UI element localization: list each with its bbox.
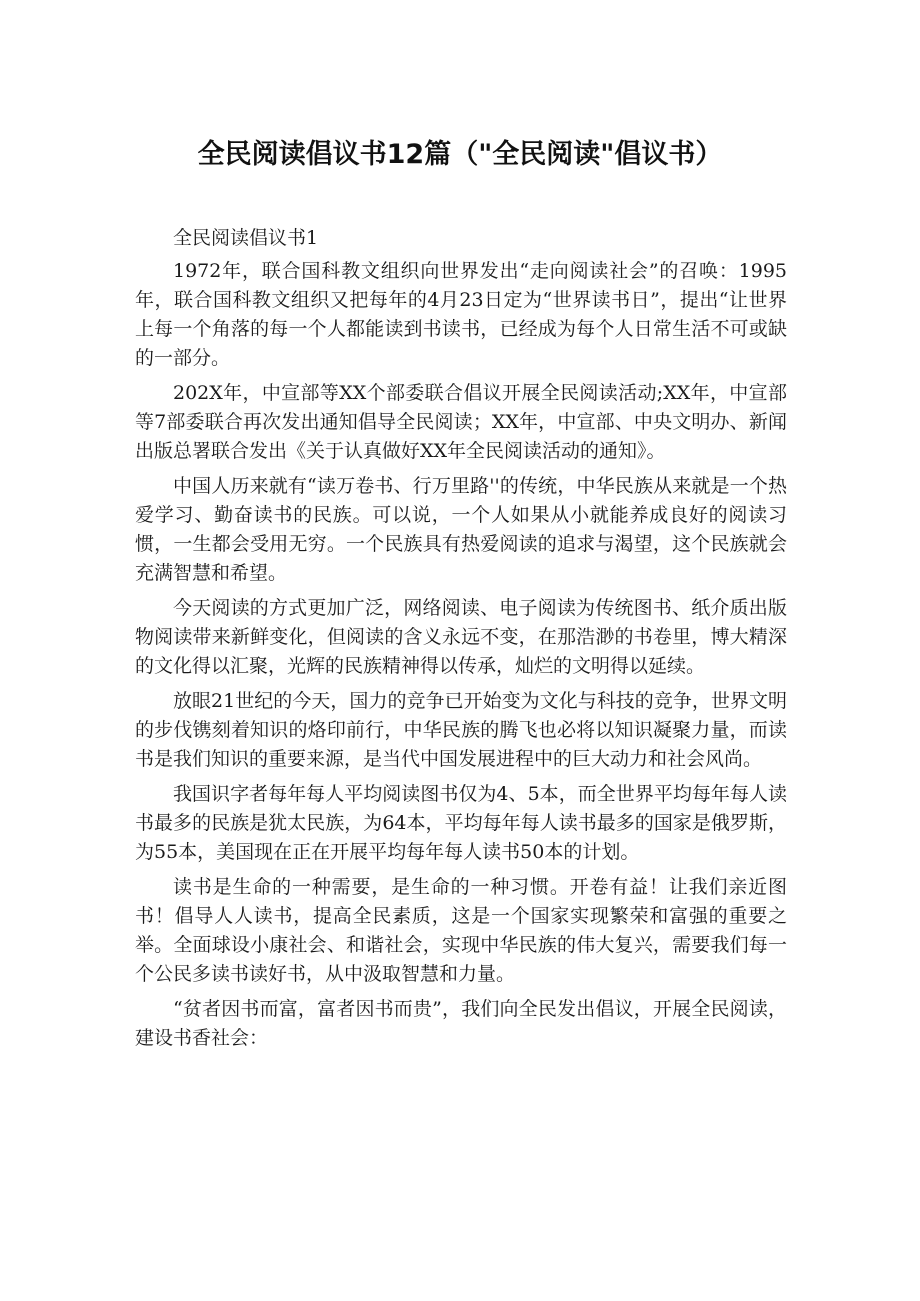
paragraph: 1972年，联合国科教文组织向世界发出“走向阅读社会”的召唤：1995年，联合国科教文组织又把每年的4月23日定为“世界读书日”，提出“让世界上每一个角落的每一个人都能读到书读书，已经成为每个人日常生活不可或缺的一部分。 xyxy=(135,260,787,369)
paragraph: “贫者因书而富，富者因书而贵”，我们向全民发出倡议，开展全民阅读，建设书香社会： xyxy=(135,998,787,1049)
paragraph: 202X年，中宣部等XX个部委联合倡议开展全民阅读活动;XX年，中宣部等7部委联合再次发出通知倡导全民阅读；XX年，中宣部、中央文明办、新闻出版总署联合发出《关于认真做好XX年全民阅读活动的通知》。 xyxy=(135,382,787,462)
paragraph: 我国识字者每年每人平均阅读图书仅为4、5本，而全世界平均每年每人读书最多的民族是犹太民族，为64本，平均每年每人读书最多的国家是俄罗斯，为55本，美国现在正在开展平均每年每人读书50本的计划。 xyxy=(135,783,787,863)
paragraph: 放眼21世纪的今天，国力的竞争已开始变为文化与科技的竞争，世界文明的步伐镌刻着知识的烙印前行，中华民族的腾飞也必将以知识凝聚力量，而读书是我们知识的重要来源，是当代中国发展进程中的巨大动力和社会风尚。 xyxy=(135,690,787,770)
paragraph: 今天阅读的方式更加广泛，网络阅读、电子阅读为传统图书、纸介质出版物阅读带来新鲜变化，但阅读的含义永远不变，在那浩渺的书卷里，博大精深的文化得以汇聚，光辉的民族精神得以传承，灿烂的文明得以延续。 xyxy=(135,597,787,677)
document-body xyxy=(135,224,787,1059)
document-title: 全民阅读倡议书12篇（"全民阅读"倡议书） xyxy=(197,139,723,171)
paragraph: 中国人历来就有“读万卷书、行万里路''的传统，中华民族从来就是一个热爱学习、勤奋读书的民族。可以说，一个人如果从小就能养成良好的阅读习惯，一生都会受用无穷。一个民族具有热爱阅读的追求与渴望，这个民族就会充满智慧和希望。 xyxy=(135,475,787,584)
section-heading: 全民阅读倡议书1 xyxy=(173,227,319,249)
paragraph: 读书是生命的一种需要，是生命的一种习惯。开卷有益！让我们亲近图书！倡导人人读书，提高全民素质，这是一个国家实现繁荣和富强的重要之举。全面球设小康社会、和谐社会，实现中华民族的伟大复兴，需要我们每一个公民多读书读好书，从中汲取智慧和力量。 xyxy=(135,876,787,985)
